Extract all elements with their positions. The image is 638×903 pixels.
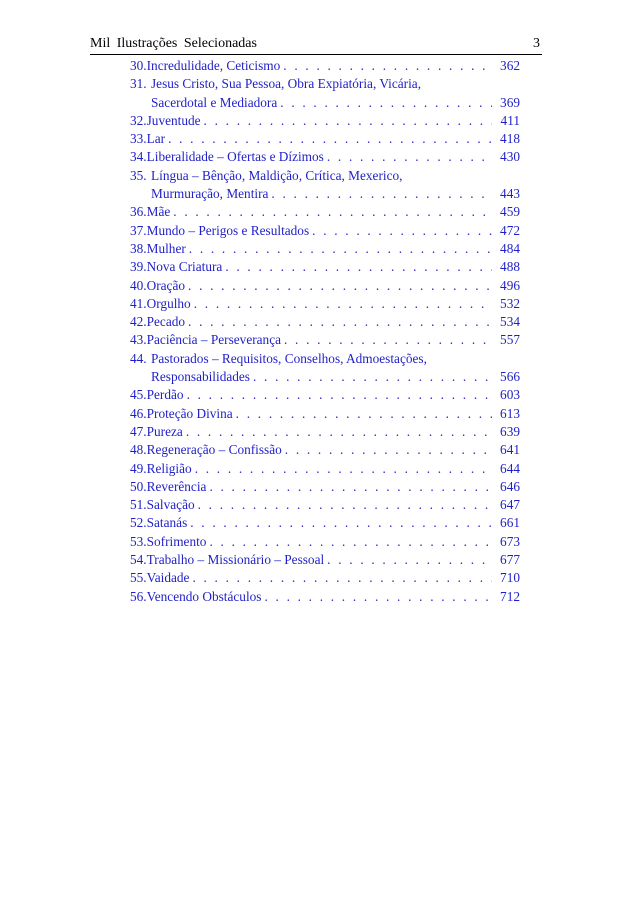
toc-leader-dots <box>209 533 492 551</box>
toc-entry-page: 488 <box>500 259 520 275</box>
toc-entry-line <box>130 368 520 386</box>
toc-entry-line <box>130 588 520 606</box>
toc-leader-dots <box>204 112 492 130</box>
toc-entry-number: 53. <box>130 533 147 549</box>
toc-entry-line <box>130 386 520 404</box>
toc-entry-line <box>130 277 520 295</box>
toc-entry-line <box>130 94 520 112</box>
toc-leader-dots <box>284 331 492 349</box>
toc-entry-page: 430 <box>500 149 520 165</box>
toc-leader-dots <box>195 460 492 478</box>
toc-entry-line <box>130 405 520 423</box>
toc-entry-number: 46. <box>130 405 147 421</box>
toc-entry-title: Murmuração, Mentira <box>151 186 269 202</box>
toc-leader-dots <box>280 94 492 112</box>
toc-entry-number: 30. <box>130 58 147 73</box>
toc-entry-number: 54. <box>130 552 147 568</box>
toc-entry-line <box>130 295 520 313</box>
toc-entry-title: Juventude <box>146 112 201 128</box>
toc-entry-line <box>130 185 520 203</box>
toc-entry-line <box>130 112 520 130</box>
toc-entry-page: 566 <box>500 369 520 385</box>
toc-leader-dots <box>285 441 492 459</box>
toc-entry-title: Satanás <box>146 515 188 531</box>
toc-entry-title: Orgulho <box>146 295 191 311</box>
toc-entry-number: 42. <box>130 314 147 330</box>
toc-entry-title: Incredulidade, Ceticismo <box>146 58 281 73</box>
toc-leader-dots <box>327 148 492 166</box>
toc-entry-title: Jesus Cristo, Sua Pessoa, Obra Expiatória, Vicária, <box>151 76 422 92</box>
toc-leader-dots <box>225 258 492 276</box>
toc-entry-page: 677 <box>500 552 520 568</box>
toc-entry-page: 472 <box>500 222 520 238</box>
toc-entry-title: Mãe <box>146 204 171 220</box>
toc-entry-title: Oração <box>146 277 186 293</box>
toc-entry-title: Pastorados – Requisitos, Conselhos, Admoestações, <box>151 350 427 366</box>
toc-entry-title: Regeneração – Confissão <box>146 442 282 458</box>
toc-entry-line <box>130 57 520 75</box>
toc-entry-number: 41. <box>130 295 147 311</box>
toc-entry-line <box>130 313 520 331</box>
toc-entry-line <box>130 514 520 532</box>
toc-entry-title: Sofrimento <box>146 533 207 549</box>
toc-entry-line <box>130 478 520 496</box>
toc-entry-page: 661 <box>500 515 520 531</box>
toc-entry-number: 34. <box>130 149 147 165</box>
toc-entry-number: 31. <box>130 76 147 92</box>
toc-leader-dots <box>188 313 492 331</box>
toc-leader-dots <box>187 386 492 404</box>
toc-entry-page: 532 <box>500 295 520 311</box>
toc-entry-page: 647 <box>500 497 520 513</box>
toc-leader-dots <box>190 514 492 532</box>
toc-leader-dots <box>209 478 492 496</box>
toc-leader-dots <box>192 569 492 587</box>
toc-leader-dots <box>271 185 492 203</box>
toc-entry-title: Responsabilidades <box>151 369 250 385</box>
toc-entry-title: Salvação <box>146 497 195 513</box>
toc-entry-page: 411 <box>500 112 520 128</box>
toc-entry-title: Pureza <box>146 423 183 439</box>
toc-leader-dots <box>186 423 492 441</box>
toc-entry-line <box>130 350 520 368</box>
toc-entry-title: Sacerdotal e Mediadora <box>151 94 278 110</box>
toc-leader-dots <box>188 277 492 295</box>
toc-entry-line <box>130 167 520 185</box>
toc-entry-number: 49. <box>130 460 147 476</box>
toc-entry-title: Mulher <box>146 240 186 256</box>
toc-entry-page: 644 <box>500 460 520 476</box>
toc-entry-number: 56. <box>130 588 147 604</box>
toc-entry-page: 641 <box>500 442 520 458</box>
toc-entry-page: 712 <box>500 588 520 604</box>
toc-entry-title: Proteção Divina <box>146 405 233 421</box>
toc-entry-number: 36. <box>130 204 147 220</box>
toc-entry-number: 33. <box>130 131 147 147</box>
toc-entry-title: Religião <box>146 460 192 476</box>
toc-entry-title: Liberalidade – Ofertas e Dízimos <box>146 149 324 165</box>
toc-entry-line <box>130 423 520 441</box>
toc-entry-page: 710 <box>500 570 520 586</box>
toc-entry-number: 43. <box>130 332 147 348</box>
toc-entry-number: 35. <box>130 167 147 183</box>
table-of-contents <box>130 57 520 606</box>
toc-entry-number: 47. <box>130 423 147 439</box>
toc-leader-dots <box>283 57 492 75</box>
toc-entry-page: 362 <box>500 58 520 73</box>
toc-leader-dots <box>168 130 492 148</box>
toc-leader-dots <box>236 405 492 423</box>
toc-entry-number: 52. <box>130 515 147 531</box>
toc-leader-dots <box>194 295 492 313</box>
toc-entry-page: 557 <box>500 332 520 348</box>
toc-entry-line <box>130 75 520 93</box>
toc-entry-page: 534 <box>500 314 520 330</box>
toc-entry-page: 639 <box>500 423 520 439</box>
toc-entry-page: 673 <box>500 533 520 549</box>
toc-entry-title: Perdão <box>146 387 184 403</box>
toc-entry-number: 37. <box>130 222 147 238</box>
toc-entry-line <box>130 148 520 166</box>
toc-leader-dots <box>189 240 492 258</box>
toc-leader-dots <box>327 551 492 569</box>
toc-entry-number: 44. <box>130 350 147 366</box>
page-number: 3 <box>533 36 540 51</box>
toc-entry-title: Trabalho – Missionário – Pessoal <box>146 552 325 568</box>
toc-entry-page: 603 <box>500 387 520 403</box>
toc-entry-line <box>130 460 520 478</box>
toc-entry-title: Paciência – Perseverança <box>146 332 281 348</box>
toc-leader-dots <box>173 203 492 221</box>
toc-entry-number: 48. <box>130 442 147 458</box>
toc-leader-dots <box>264 588 492 606</box>
toc-entry-number: 32. <box>130 112 147 128</box>
toc-entry-page: 418 <box>500 131 520 147</box>
toc-entry-title: Vencendo Obstáculos <box>146 588 262 604</box>
toc-entry-line <box>130 496 520 514</box>
toc-entry-line <box>130 222 520 240</box>
toc-entry-line <box>130 331 520 349</box>
toc-entry-page: 484 <box>500 240 520 256</box>
toc-entry-number: 55. <box>130 570 147 586</box>
toc-entry-line <box>130 240 520 258</box>
toc-entry-page: 459 <box>500 204 520 220</box>
toc-entry-line <box>130 441 520 459</box>
toc-entry-title: Vaidade <box>146 570 190 586</box>
toc-entry-title: Nova Criatura <box>146 259 223 275</box>
toc-entry-page: 443 <box>500 186 520 202</box>
toc-entry-number: 50. <box>130 478 147 494</box>
toc-entry-number: 38. <box>130 240 147 256</box>
toc-entry-page: 369 <box>500 94 520 110</box>
toc-entry-page: 613 <box>500 405 520 421</box>
toc-entry-line <box>130 551 520 569</box>
toc-leader-dots <box>312 222 492 240</box>
toc-entry-title: Lar <box>146 131 166 147</box>
toc-entry-number: 39. <box>130 259 147 275</box>
toc-leader-dots <box>253 368 492 386</box>
toc-leader-dots <box>198 496 492 514</box>
toc-entry-page: 646 <box>500 478 520 494</box>
toc-entry-title: Mundo – Perigos e Resultados <box>146 222 310 238</box>
toc-entry-number: 45. <box>130 387 147 403</box>
toc-entry-line <box>130 569 520 587</box>
toc-entry-line <box>130 258 520 276</box>
toc-entry-page: 496 <box>500 277 520 293</box>
toc-entry-line <box>130 203 520 221</box>
toc-entry-line <box>130 533 520 551</box>
running-header <box>90 36 542 55</box>
toc-entry-title: Língua – Bênção, Maldição, Crítica, Mexerico, <box>151 167 403 183</box>
book-title: Mil Ilustrações Selecionadas <box>90 36 257 51</box>
toc-entry-title: Pecado <box>146 314 186 330</box>
toc-entry-line <box>130 130 520 148</box>
toc-entry-number: 40. <box>130 277 147 293</box>
toc-entry-title: Reverência <box>146 478 207 494</box>
toc-entry-number: 51. <box>130 497 147 513</box>
